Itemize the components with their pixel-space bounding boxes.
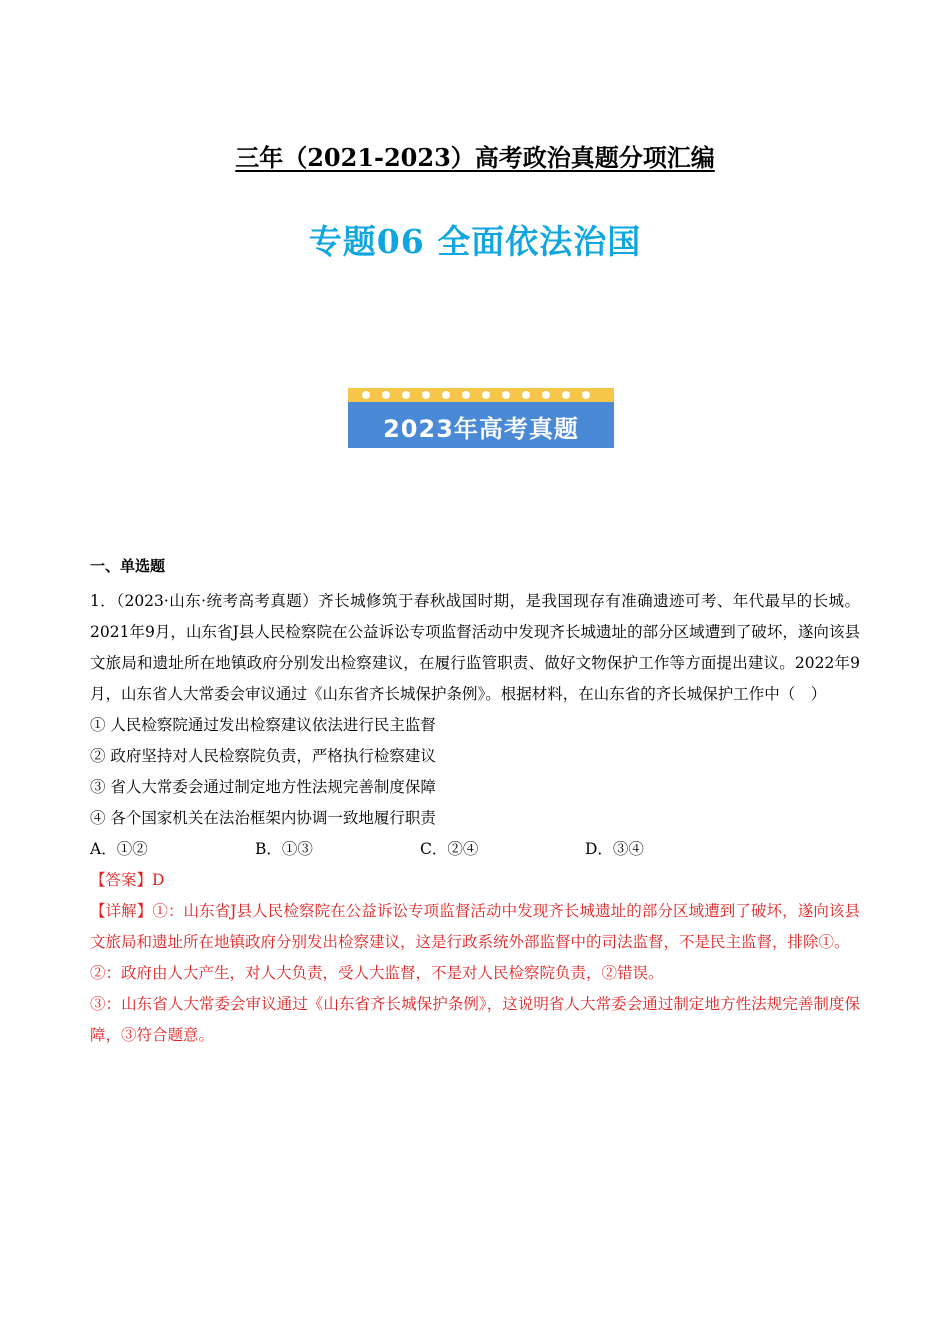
year-banner bbox=[348, 388, 614, 448]
question-stem: 1．（2023·山东·统考高考真题）齐长城修筑于春秋战国时期，是我国现存有准确遗迹可考、年代最早的长城。2021年9月，山东省J县人民检察院在公益诉讼专项监督活动中发现齐长城遗址的部分区域遭到了破坏，遂向该县文旅局和遗址所在地镇政府分别发出检察建议，在履行监管职责、做好文物保护工作等方面提出建议。2022年9月，山东省人大常委会审议通过《山东省齐长城保护条例》。根据材料，在山东省的齐长城保护工作中（ ） bbox=[90, 592, 860, 703]
banner-dot-icon bbox=[402, 391, 410, 399]
option-c: C．②④ bbox=[420, 840, 479, 858]
analysis-text-1: ①：山东省J县人民检察院在公益诉讼专项监督活动中发现齐长城遗址的部分区域遭到了破坏，遂向该县文旅局和遗址所在地镇政府分别发出检察建议，这是行政系统外部监督中的司法监督，不是民主监督，排除①。 bbox=[90, 902, 860, 951]
banner-dot-icon bbox=[462, 391, 470, 399]
topic-title: 专题06 全面依法治国 bbox=[308, 222, 642, 261]
banner-dot-icon bbox=[542, 391, 550, 399]
analysis-1 bbox=[90, 896, 860, 958]
analysis-tag: 【详解】 bbox=[90, 902, 153, 920]
statement-1: ① 人民检察院通过发出检察建议依法进行民主监督 bbox=[90, 716, 436, 734]
banner-dot-icon bbox=[502, 391, 510, 399]
options-row bbox=[90, 834, 860, 865]
document-title-text: 三年（2021-2023）高考政治真题分项汇编 bbox=[235, 143, 715, 172]
banner-dot-icon bbox=[442, 391, 450, 399]
section-heading: 一、单选题 bbox=[90, 557, 166, 575]
banner-dot-icon bbox=[482, 391, 490, 399]
option-a: A．①② bbox=[90, 840, 148, 858]
option-b: B．①③ bbox=[255, 840, 313, 858]
banner-dot-icon bbox=[422, 391, 430, 399]
banner-dot-icon bbox=[562, 391, 570, 399]
banner-dot-icon bbox=[382, 391, 390, 399]
banner-dot-icon bbox=[362, 391, 370, 399]
banner-dot-icon bbox=[582, 391, 590, 399]
question-block bbox=[90, 586, 860, 1051]
analysis-2: ②：政府由人大产生，对人大负责，受人大监督，不是对人民检察院负责，②错误。 bbox=[90, 964, 664, 982]
statement-3: ③ 省人大常委会通过制定地方性法规完善制度保障 bbox=[90, 778, 436, 796]
banner-body bbox=[348, 402, 614, 448]
statement-4: ④ 各个国家机关在法治框架内协调一致地履行职责 bbox=[90, 809, 436, 827]
analysis-3: ③：山东省人大常委会审议通过《山东省齐长城保护条例》，这说明省人大常委会通过制定地方性法规完善制度保障，③符合题意。 bbox=[90, 995, 860, 1044]
document-title bbox=[0, 138, 950, 173]
answer-line bbox=[90, 865, 860, 896]
option-d: D．③④ bbox=[585, 840, 644, 858]
banner-label: 2023年高考真题 bbox=[383, 415, 579, 443]
answer-tag: 【答案】 bbox=[90, 871, 153, 889]
answer-value: D bbox=[152, 871, 165, 889]
banner-dot-icon bbox=[522, 391, 530, 399]
statement-2: ② 政府坚持对人民检察院负责，严格执行检察建议 bbox=[90, 747, 436, 765]
banner-top-strip bbox=[348, 388, 614, 402]
